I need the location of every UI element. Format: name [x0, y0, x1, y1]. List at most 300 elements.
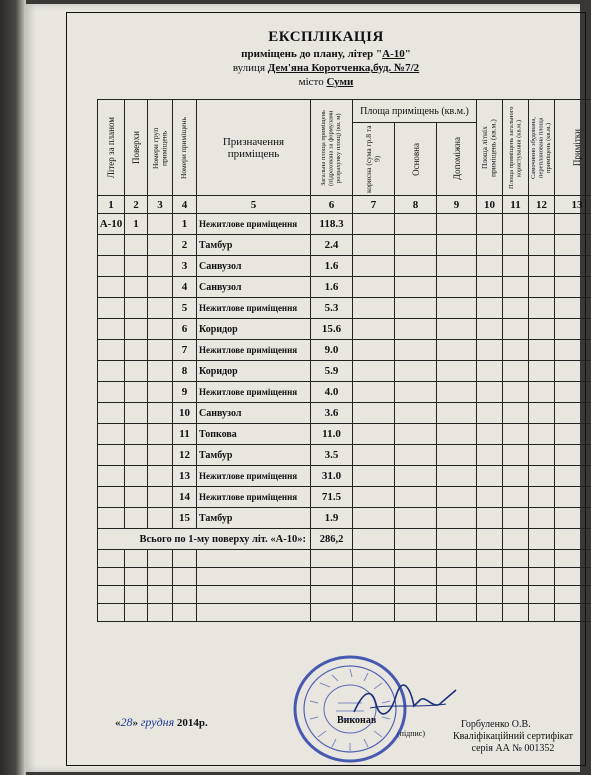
cell-empty: [529, 298, 555, 319]
cell-room-purpose: Нежитлове приміщення: [197, 298, 311, 319]
column-number: 1: [98, 196, 125, 214]
cell-empty: [437, 277, 477, 298]
cell-empty: [311, 568, 353, 586]
cell-empty: [197, 586, 311, 604]
cell-empty: [477, 445, 503, 466]
cell-empty: [555, 214, 591, 235]
cell-room-purpose: Нежитлове приміщення: [197, 382, 311, 403]
cell-empty: [395, 298, 437, 319]
cell-empty: [353, 256, 395, 277]
cell-empty: [353, 445, 395, 466]
cell-room-purpose: Санвузол: [197, 256, 311, 277]
cell-empty: [353, 403, 395, 424]
cell-empty: [477, 340, 503, 361]
cell-room-number: 14: [173, 487, 197, 508]
cell-empty: [503, 277, 529, 298]
cell-empty: [437, 235, 477, 256]
cell-empty: [529, 466, 555, 487]
cell-group: [148, 466, 173, 487]
cell-empty: [529, 340, 555, 361]
cell-total-area: 1.9: [311, 508, 353, 529]
cell-empty: [555, 445, 591, 466]
cell-empty: [437, 298, 477, 319]
cell-empty: [555, 508, 591, 529]
cell-floor: [125, 277, 148, 298]
cell-floor: [125, 319, 148, 340]
cell-empty: [173, 586, 197, 604]
cell-empty: [503, 550, 529, 568]
cell-empty: [503, 466, 529, 487]
cell-liter: [98, 298, 125, 319]
cell-empty: [98, 550, 125, 568]
cell-empty: [353, 319, 395, 340]
cell-empty: [529, 424, 555, 445]
cell-empty: [503, 382, 529, 403]
cell-floor: [125, 508, 148, 529]
column-number: 4: [173, 196, 197, 214]
document-title: ЕКСПЛІКАЦІЯ: [268, 29, 384, 45]
performer-name: Горбуленко О.В.: [461, 719, 531, 730]
cell-empty: [353, 235, 395, 256]
cell-floor: [125, 340, 148, 361]
cell-liter: [98, 319, 125, 340]
cell-room-number: 13: [173, 466, 197, 487]
cell-empty: [395, 403, 437, 424]
cell-empty: [529, 568, 555, 586]
cell-room-number: 2: [173, 235, 197, 256]
cell-empty: [437, 466, 477, 487]
cell-empty: [311, 604, 353, 622]
cell-empty: [555, 340, 591, 361]
header-auxiliary: Допоміжна: [437, 123, 477, 196]
cell-total-area: 2.4: [311, 235, 353, 256]
cell-empty: [477, 256, 503, 277]
cell-room-number: 10: [173, 403, 197, 424]
cell-empty: [477, 403, 503, 424]
cell-empty: [477, 382, 503, 403]
cell-total-area: 1.6: [311, 277, 353, 298]
cell-empty: [395, 568, 437, 586]
city-value: Суми: [326, 76, 354, 88]
cell-empty: [529, 403, 555, 424]
cell-total-area: 4.0: [311, 382, 353, 403]
cell-empty: [148, 568, 173, 586]
cell-empty: [395, 319, 437, 340]
cell-liter: [98, 361, 125, 382]
date-year: 2014: [176, 717, 199, 729]
cell-empty: [477, 298, 503, 319]
cell-empty: [395, 529, 437, 550]
cell-empty: [197, 568, 311, 586]
cell-empty: [125, 568, 148, 586]
header-liter: Літер за планом: [98, 100, 125, 196]
cell-empty: [503, 319, 529, 340]
table-row: [98, 382, 591, 403]
cell-total-area: 118.3: [311, 214, 353, 235]
cell-empty: [503, 214, 529, 235]
cell-total-area: 71.5: [311, 487, 353, 508]
table-row: [98, 256, 591, 277]
cell-total-area: 9.0: [311, 340, 353, 361]
cell-empty: [311, 586, 353, 604]
column-numbers-row: [98, 196, 591, 214]
cell-empty: [437, 403, 477, 424]
cell-group: [148, 340, 173, 361]
cell-empty: [477, 568, 503, 586]
cell-empty: [477, 586, 503, 604]
cell-liter: [98, 235, 125, 256]
cell-empty: [353, 214, 395, 235]
liter-value: А-10: [382, 48, 405, 60]
cell-room-number: 7: [173, 340, 197, 361]
cell-empty: [503, 361, 529, 382]
column-number: 7: [353, 196, 395, 214]
cell-liter: [98, 466, 125, 487]
cell-empty: [353, 508, 395, 529]
document-date: «28» грудня 2014р.: [115, 715, 208, 729]
column-number: 12: [529, 196, 555, 214]
header-common-area: Площа приміщень загального користування (кв.м.): [503, 100, 529, 196]
cell-empty: [353, 487, 395, 508]
cell-empty: [437, 550, 477, 568]
cell-empty: [395, 550, 437, 568]
cell-empty: [477, 277, 503, 298]
cell-room-number: 6: [173, 319, 197, 340]
cell-floor: [125, 298, 148, 319]
cell-empty: [503, 340, 529, 361]
table-row: [98, 445, 591, 466]
cell-empty: [395, 214, 437, 235]
cell-floor: [125, 445, 148, 466]
column-number: 2: [125, 196, 148, 214]
cell-room-purpose: Тамбур: [197, 508, 311, 529]
cell-room-number: 15: [173, 508, 197, 529]
cell-empty: [437, 487, 477, 508]
cell-group: [148, 361, 173, 382]
cell-empty: [125, 550, 148, 568]
cell-empty: [437, 445, 477, 466]
city-line: місто Суми: [298, 76, 354, 88]
header-purpose: Призначення приміщень: [197, 100, 311, 196]
cell-group: [148, 298, 173, 319]
table-row: [98, 319, 591, 340]
cell-room-purpose: Коридор: [197, 361, 311, 382]
cell-liter: [98, 403, 125, 424]
cell-empty: [529, 214, 555, 235]
cell-room-number: 1: [173, 214, 197, 235]
cell-empty: [353, 586, 395, 604]
cell-empty: [437, 604, 477, 622]
cell-empty: [395, 382, 437, 403]
cell-empty: [529, 508, 555, 529]
cell-empty: [395, 445, 437, 466]
performer-label: Виконав: [337, 715, 377, 726]
cell-empty: [395, 508, 437, 529]
column-number: 8: [395, 196, 437, 214]
header-main: Основна: [395, 123, 437, 196]
cell-empty: [395, 256, 437, 277]
cell-liter: [98, 382, 125, 403]
cell-empty: [555, 568, 591, 586]
cell-empty: [503, 568, 529, 586]
table-row: [98, 340, 591, 361]
cell-group: [148, 277, 173, 298]
total-value: 286,2: [311, 529, 353, 550]
header-floors: Поверхи: [125, 100, 148, 196]
cell-empty: [173, 550, 197, 568]
cell-empty: [529, 487, 555, 508]
footer: [67, 713, 585, 765]
title-subline: приміщень до плану, літер "А-10": [241, 48, 411, 60]
column-number: 6: [311, 196, 353, 214]
cell-floor: [125, 424, 148, 445]
cell-empty: [555, 256, 591, 277]
cell-room-purpose: Нежитлове приміщення: [197, 466, 311, 487]
cell-empty: [197, 550, 311, 568]
table-row: [98, 403, 591, 424]
cell-empty: [395, 424, 437, 445]
cell-empty: [437, 319, 477, 340]
cell-group: [148, 487, 173, 508]
cell-group: [148, 382, 173, 403]
cell-empty: [555, 382, 591, 403]
header-summer-area: Площа літніх приміщень (кв.м.): [477, 100, 503, 196]
cell-empty: [148, 604, 173, 622]
cell-empty: [477, 550, 503, 568]
cell-empty: [477, 319, 503, 340]
cell-empty: [437, 256, 477, 277]
cell-floor: [125, 466, 148, 487]
cell-empty: [148, 586, 173, 604]
document-sheet: [24, 4, 583, 772]
cell-empty: [555, 586, 591, 604]
cell-empty: [555, 529, 591, 550]
cell-liter: [98, 277, 125, 298]
cell-empty: [529, 235, 555, 256]
cell-room-purpose: Топкова: [197, 424, 311, 445]
cell-empty: [477, 235, 503, 256]
cell-empty: [353, 529, 395, 550]
cell-total-area: 1.6: [311, 256, 353, 277]
total-label: Всього по 1-му поверху літ. «А-10»:: [98, 529, 311, 550]
empty-row: [98, 550, 591, 568]
cell-empty: [529, 361, 555, 382]
cell-empty: [555, 466, 591, 487]
cell-empty: [197, 604, 311, 622]
cell-empty: [437, 568, 477, 586]
cell-empty: [503, 235, 529, 256]
cell-empty: [437, 508, 477, 529]
cell-empty: [477, 466, 503, 487]
cell-empty: [353, 466, 395, 487]
cell-empty: [529, 529, 555, 550]
cell-room-number: 8: [173, 361, 197, 382]
cell-empty: [148, 550, 173, 568]
explication-table: [97, 99, 591, 622]
header-unauthorized-area: Самочинно збудована, перепланована площа приміщень (кв.м.): [529, 100, 555, 196]
cell-empty: [98, 568, 125, 586]
cell-empty: [555, 319, 591, 340]
cell-empty: [395, 487, 437, 508]
cell-empty: [529, 277, 555, 298]
column-number: 11: [503, 196, 529, 214]
table-row: [98, 361, 591, 382]
header-group-numbers: Номери груп приміщень: [148, 100, 173, 196]
cell-empty: [555, 487, 591, 508]
cell-liter: [98, 508, 125, 529]
table-row: [98, 235, 591, 256]
cell-room-purpose: Тамбур: [197, 445, 311, 466]
cell-empty: [353, 382, 395, 403]
cell-empty: [529, 319, 555, 340]
cell-floor: 1: [125, 214, 148, 235]
cell-empty: [503, 487, 529, 508]
cell-empty: [395, 586, 437, 604]
cell-empty: [477, 529, 503, 550]
cell-total-area: 15.6: [311, 319, 353, 340]
column-number: 5: [197, 196, 311, 214]
cell-room-number: 9: [173, 382, 197, 403]
cell-room-purpose: Санвузол: [197, 277, 311, 298]
cell-empty: [311, 550, 353, 568]
cell-group: [148, 508, 173, 529]
cell-room-purpose: Нежитлове приміщення: [197, 340, 311, 361]
cell-empty: [173, 604, 197, 622]
cell-empty: [477, 214, 503, 235]
cell-empty: [437, 382, 477, 403]
cell-empty: [503, 298, 529, 319]
cell-room-number: 11: [173, 424, 197, 445]
total-row: [98, 529, 591, 550]
cell-room-purpose: Тамбур: [197, 235, 311, 256]
cell-floor: [125, 403, 148, 424]
cell-empty: [555, 424, 591, 445]
cell-empty: [437, 586, 477, 604]
cell-liter: [98, 424, 125, 445]
cell-total-area: 31.0: [311, 466, 353, 487]
header-area-group: Площа приміщень (кв.м.): [353, 100, 477, 123]
cell-total-area: 3.5: [311, 445, 353, 466]
cell-empty: [555, 361, 591, 382]
cell-room-number: 3: [173, 256, 197, 277]
cell-empty: [437, 361, 477, 382]
empty-row: [98, 604, 591, 622]
cell-empty: [395, 361, 437, 382]
cell-liter: [98, 256, 125, 277]
document-frame: [66, 12, 586, 766]
cell-liter: [98, 487, 125, 508]
cell-empty: [477, 508, 503, 529]
cell-room-number: 12: [173, 445, 197, 466]
cell-empty: [353, 277, 395, 298]
cell-empty: [503, 445, 529, 466]
cell-empty: [555, 298, 591, 319]
cell-room-number: 4: [173, 277, 197, 298]
date-day: 28: [120, 715, 133, 729]
certificate-number: серія АА № 001352: [471, 743, 555, 754]
cell-empty: [529, 256, 555, 277]
table-row: [98, 424, 591, 445]
header-useful: корисна (сума гр.8 та 9): [353, 123, 395, 196]
header-notes: Примітки: [555, 100, 591, 196]
cell-empty: [477, 604, 503, 622]
cell-empty: [503, 424, 529, 445]
cell-room-purpose: Санвузол: [197, 403, 311, 424]
cell-empty: [437, 214, 477, 235]
column-number: 13: [555, 196, 591, 214]
cell-empty: [529, 445, 555, 466]
cell-floor: [125, 487, 148, 508]
cell-empty: [503, 256, 529, 277]
certificate-block: [443, 719, 583, 755]
date-month: грудня: [140, 715, 175, 729]
cell-empty: [477, 424, 503, 445]
cell-empty: [529, 604, 555, 622]
cell-empty: [353, 424, 395, 445]
cell-group: [148, 403, 173, 424]
table-row: [98, 487, 591, 508]
cell-empty: [503, 604, 529, 622]
cell-empty: [353, 361, 395, 382]
cell-total-area: 11.0: [311, 424, 353, 445]
cell-empty: [529, 550, 555, 568]
cell-empty: [529, 586, 555, 604]
cell-empty: [395, 235, 437, 256]
cell-empty: [555, 403, 591, 424]
header-room-numbers: Номери приміщень: [173, 100, 197, 196]
cell-total-area: 5.3: [311, 298, 353, 319]
cell-empty: [353, 298, 395, 319]
column-number: 3: [148, 196, 173, 214]
cell-group: [148, 235, 173, 256]
cell-empty: [353, 550, 395, 568]
table-row: [98, 277, 591, 298]
cell-empty: [395, 340, 437, 361]
cell-group: [148, 319, 173, 340]
cell-liter: [98, 340, 125, 361]
table-row: [98, 214, 591, 235]
cell-empty: [477, 361, 503, 382]
cell-empty: [503, 586, 529, 604]
cell-empty: [477, 487, 503, 508]
cell-total-area: 5.9: [311, 361, 353, 382]
cell-empty: [437, 424, 477, 445]
cell-empty: [503, 529, 529, 550]
table-row: [98, 298, 591, 319]
street-value: Дем'яна Коротченка,буд. №7/2: [267, 62, 420, 74]
cell-empty: [555, 277, 591, 298]
cell-floor: [125, 235, 148, 256]
table-row: [98, 466, 591, 487]
cell-empty: [529, 382, 555, 403]
cell-room-number: 5: [173, 298, 197, 319]
cell-empty: [173, 568, 197, 586]
cell-floor: [125, 382, 148, 403]
cell-empty: [503, 508, 529, 529]
cell-empty: [503, 403, 529, 424]
cell-group: [148, 424, 173, 445]
cell-room-purpose: Нежитлове приміщення: [197, 487, 311, 508]
cell-empty: [125, 604, 148, 622]
cell-empty: [98, 604, 125, 622]
cell-room-purpose: Нежитлове приміщення: [197, 214, 311, 235]
cell-empty: [555, 550, 591, 568]
cell-empty: [555, 604, 591, 622]
table-row: [98, 508, 591, 529]
cell-empty: [437, 529, 477, 550]
street-line: вулиця Дем'яна Коротченка,буд. №7/2: [232, 62, 420, 74]
certificate-line: Кваліфікаційний сертифікат: [452, 731, 574, 742]
